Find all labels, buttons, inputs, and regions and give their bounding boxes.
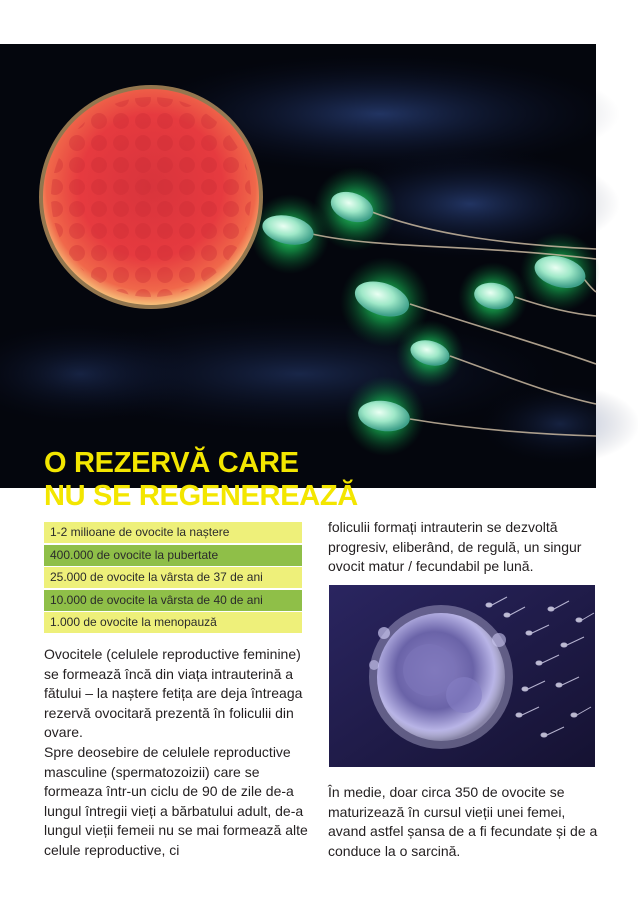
paragraph-ovocyte-formation: Ovocitele (celulele reproductive feminine) se formează încă din viața intrauterină a fătului – la naștere fetița are deja întreaga rezervă ovocitară prezentă în foliculii din ovare. [44,646,303,740]
egg-sperm-illustration [0,44,596,488]
oocyte-photo [329,585,595,767]
oocyte-illustration [329,585,595,767]
stat-row: 400.000 de ovocite la pubertate [44,545,302,566]
title-line-2: NU SE REGENEREAZĂ [44,480,358,512]
paragraph-male-comparison: Spre deosebire de celulele reproductive masculine (spermatozoizii) care se formeaza într-un ciclu de 90 de zile de-a lungul întregii vieți a bărbatului adult, de-a lungul vieții femeii nu se mai formează alte celule reproductive, ci [44,744,308,858]
ovocyte-stats-table [44,522,302,635]
stat-row: 1-2 milioane de ovocite la naștere [44,522,302,543]
title-line-1: O REZERVĂ CARE [44,447,299,479]
stat-row: 10.000 de ovocite la vârsta de 40 de ani [44,590,302,611]
paragraph-follicle-development: foliculii formați intrauterin se dezvoltă progresiv, eliberând, de regulă, un singur ovocit matur / fecundabil pe lună. [328,519,582,574]
paragraph-maturation: În medie, doar circa 350 de ovocite se maturizează în cursul vieții unei femei, avand astfel șansa de a fi fecundate și de a conduce la o sarcină. [328,784,598,859]
stat-row: 1.000 de ovocite la menopauză [44,612,302,633]
stat-row: 25.000 de ovocite la vârsta de 37 de ani [44,567,302,588]
hero-image [0,44,596,512]
page-title [44,447,358,513]
